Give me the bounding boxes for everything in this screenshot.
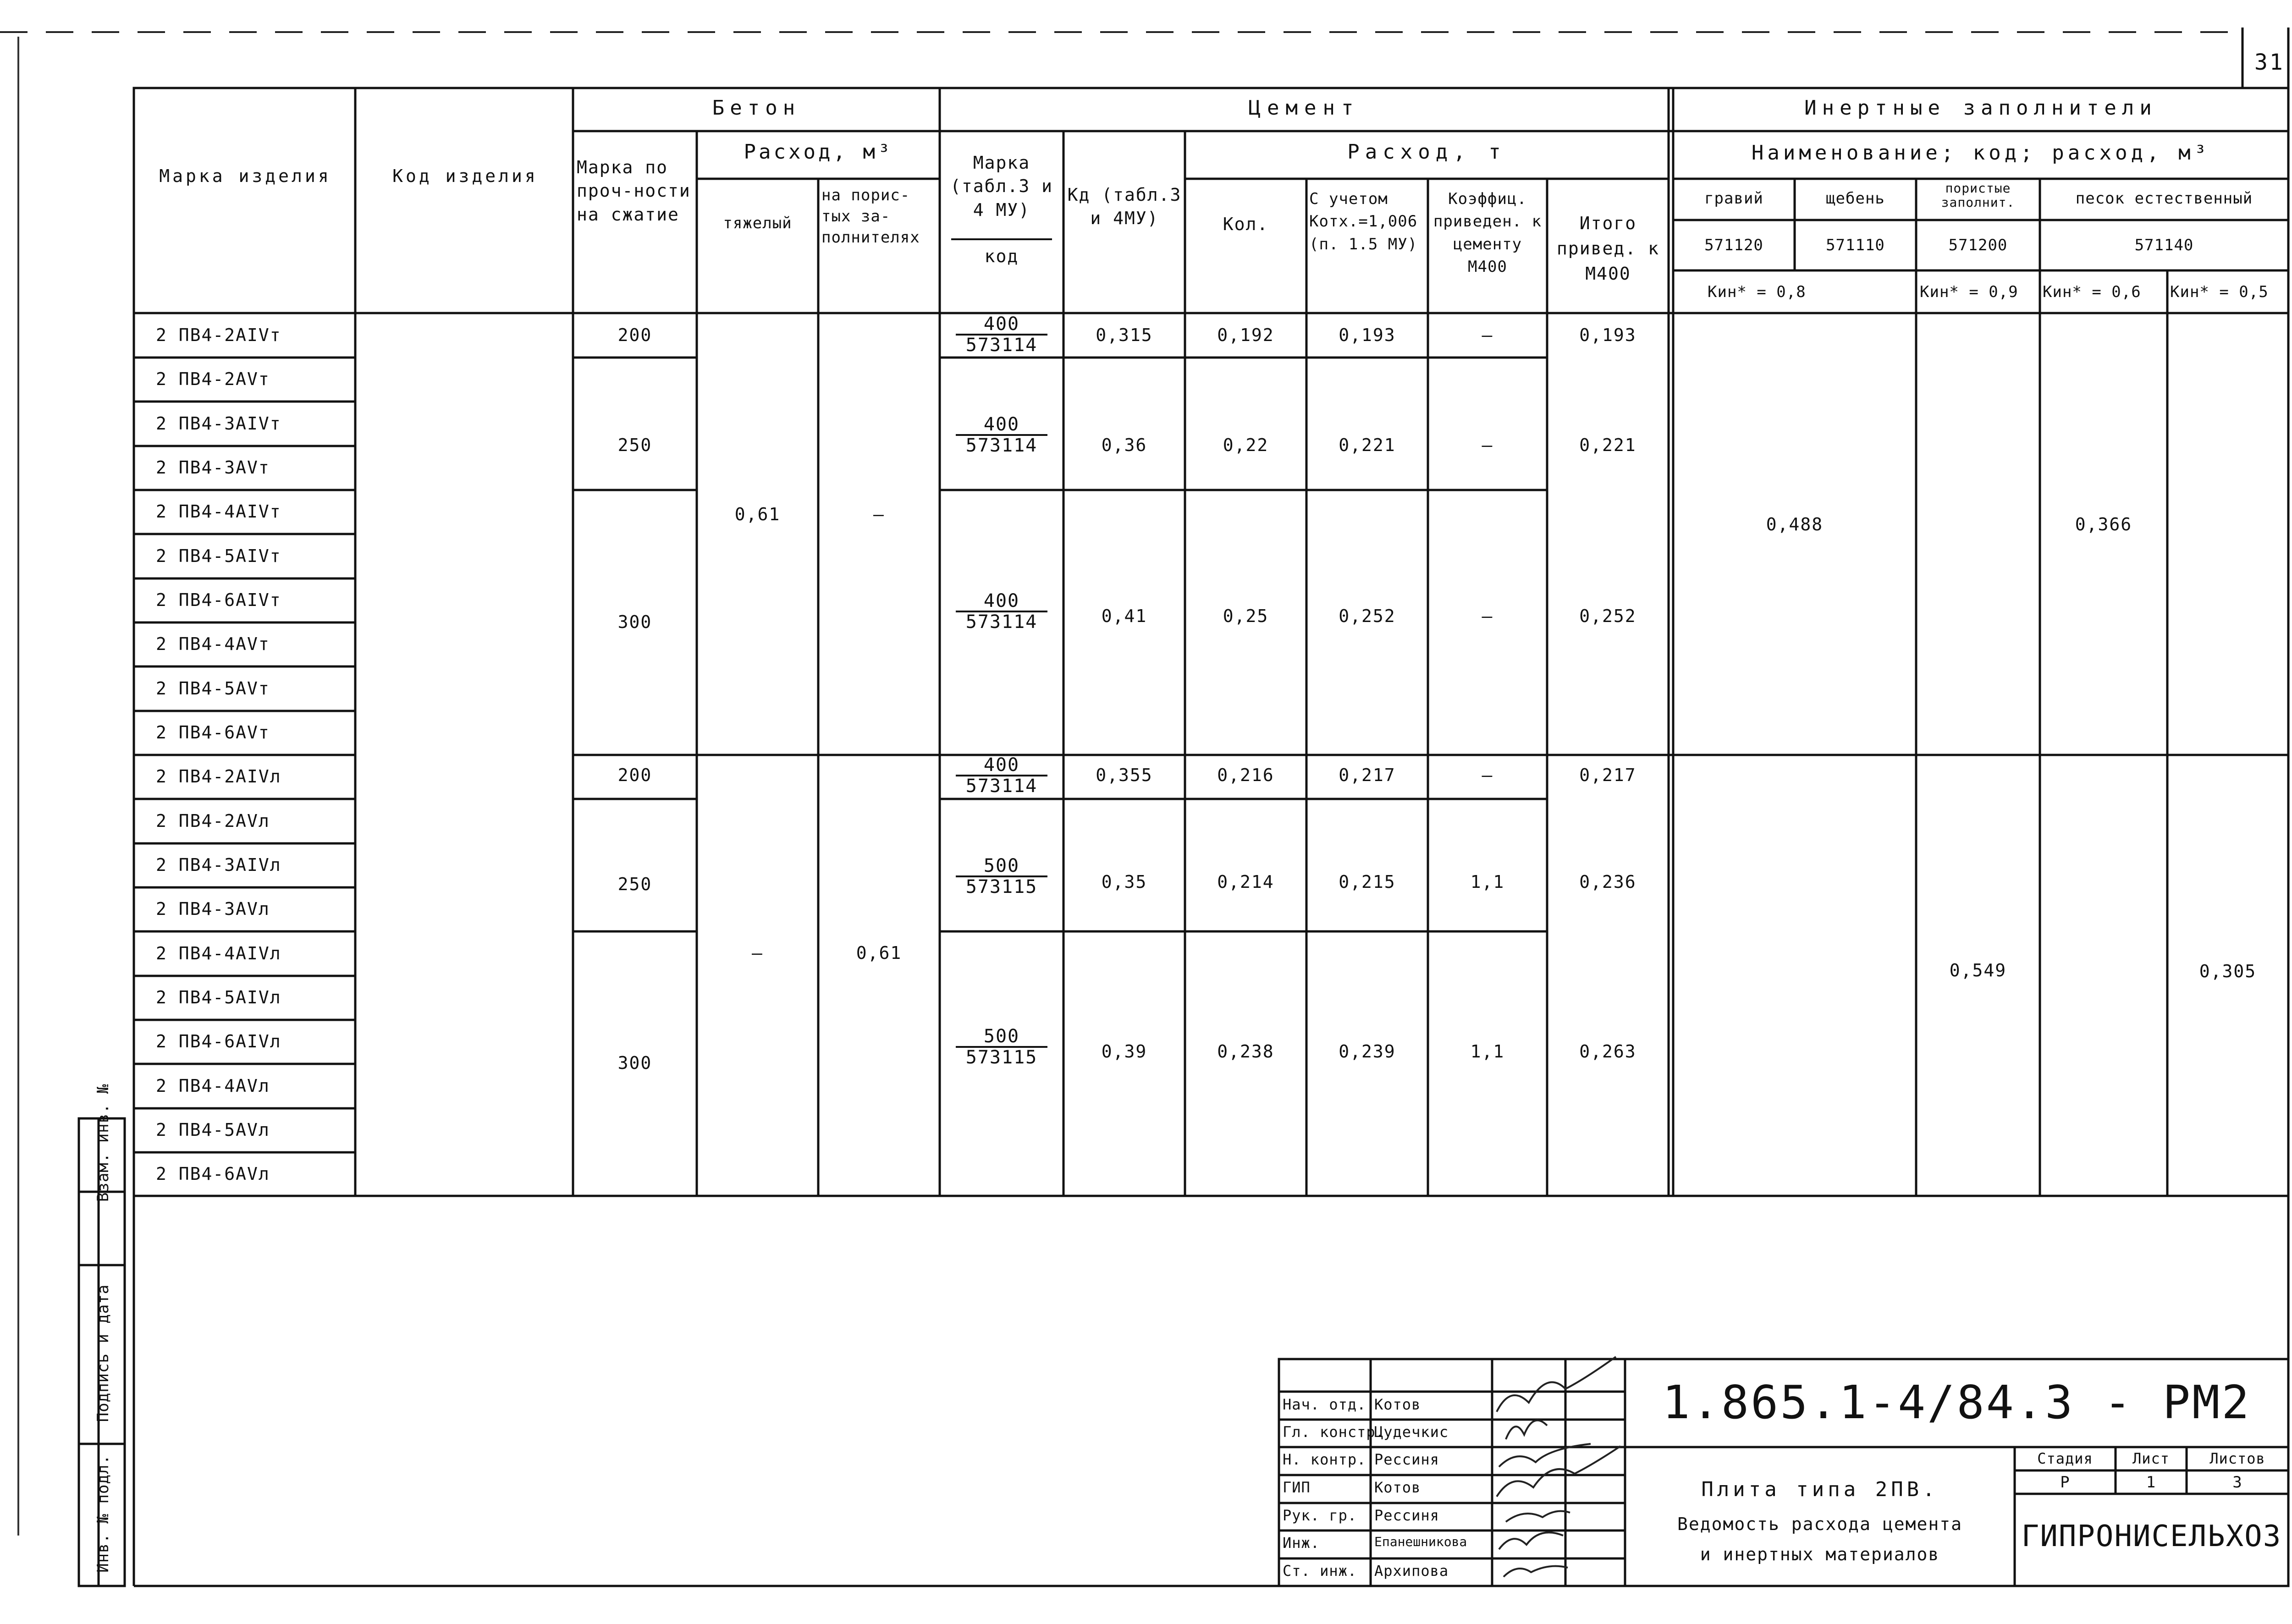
header-kd: Кд (табл.3 и 4МУ) — [1067, 185, 1182, 229]
koeff-value: — — [1482, 606, 1493, 626]
itogo-value: 0,252 — [1579, 606, 1636, 626]
itogo-value: 0,217 — [1579, 765, 1636, 785]
beton-tyazhelyi-value: — — [752, 943, 763, 963]
beton-marka-value: 250 — [617, 874, 652, 894]
cement-marka-fraction: $\frac{500}{573115}$ — [956, 1027, 1047, 1067]
s-uchetom-value: 0,221 — [1339, 435, 1396, 455]
tb-role: Н. контр. — [1283, 1451, 1366, 1468]
s-uchetom-value: 0,252 — [1339, 606, 1396, 626]
sheet-title-line1: Плита типа 2ПВ. — [1701, 1478, 1939, 1501]
itogo-value: 0,193 — [1579, 325, 1636, 345]
tb-role: ГИП — [1283, 1479, 1311, 1496]
k-pesok-2: Кин* = 0,5 — [2170, 283, 2269, 301]
row-marka: 2 ПВ4-4АIVл — [156, 943, 281, 963]
header-shcheben: щебень — [1826, 189, 1885, 208]
kod-pesok: 571140 — [2134, 236, 2194, 254]
header-tyazhelyi: тяжелый — [723, 214, 792, 232]
row-marka: 2 ПВ4-5АIVт — [156, 546, 281, 566]
row-marka: 2 ПВ4-4АVл — [156, 1076, 270, 1096]
tb-name: Архипова — [1374, 1562, 1449, 1580]
gravii-shcheben-value: 0,488 — [1766, 514, 1824, 534]
beton-marka-value: 300 — [617, 1053, 652, 1073]
row-marka: 2 ПВ4-2АIVл — [156, 766, 281, 787]
s-uchetom-value: 0,215 — [1339, 872, 1396, 892]
kd-value: 0,39 — [1101, 1041, 1147, 1062]
cement-marka-fraction: $\frac{400}{573114}$ — [956, 755, 1047, 796]
listov-label: Листов — [2209, 1450, 2265, 1467]
beton-marka-value: 200 — [617, 765, 652, 785]
row-marka: 2 ПВ4-5АVл — [156, 1120, 270, 1140]
k-pesok-1: Кин* = 0,6 — [2043, 283, 2141, 301]
header-koeff: Коэффиц. приведен. к цементу М400 — [1433, 190, 1542, 276]
header-pesok: песок естественный — [2075, 189, 2253, 208]
beton-marka-value: 300 — [617, 612, 652, 632]
kd-value: 0,36 — [1101, 435, 1147, 455]
tb-name: Рессиня — [1374, 1451, 1439, 1468]
margin-inv-podl: Инв. № подл. — [94, 1454, 112, 1573]
tb-role: Нач. отд. — [1283, 1396, 1366, 1413]
tb-name: Котов — [1374, 1479, 1421, 1496]
k-gravii-shcheben: Кин* = 0,8 — [1708, 283, 1806, 301]
s-uchetom-value: 0,239 — [1339, 1041, 1396, 1062]
beton-poristye-value: — — [873, 504, 885, 524]
header-itogo: Итого привед. к М400 — [1557, 213, 1659, 284]
header-gravii: гравий — [1704, 189, 1763, 208]
kod-shcheben: 571110 — [1826, 236, 1885, 254]
row-marka: 2 ПВ4-6АVл — [156, 1164, 270, 1184]
tb-role: Ст. инж. — [1283, 1562, 1357, 1580]
row-marka: 2 ПВ4-4АVт — [156, 634, 270, 654]
row-marka: 2 ПВ4-5АVт — [156, 678, 270, 699]
header-kol: Кол. — [1223, 214, 1269, 234]
cement-marka-fraction: $\frac{400}{573114}$ — [956, 415, 1047, 455]
pesok-value: 0,305 — [2199, 961, 2257, 981]
header-poristye-zap: пористые заполнит. — [1941, 181, 2015, 210]
row-marka: 2 ПВ4-4АIVт — [156, 501, 281, 522]
header-beton-rashod: Расход, м³ — [744, 140, 893, 164]
kod-gravii: 571120 — [1704, 236, 1763, 254]
row-marka: 2 ПВ4-3АIVт — [156, 413, 281, 434]
row-marka: 2 ПВ4-2АVт — [156, 369, 270, 389]
header-naimenovanie: Наименование; код; расход, м³ — [1751, 141, 2210, 165]
sheet-title-line2: Ведомость расхода цемента — [1677, 1514, 1962, 1534]
itogo-value: 0,263 — [1579, 1041, 1636, 1062]
koeff-value: — — [1482, 765, 1493, 785]
organization: ГИПРОНИСЕЛЬХОЗ — [2021, 1519, 2282, 1553]
header-inertnye: Инертные заполнители — [1804, 96, 2157, 120]
cement-marka-fraction: $\frac{400}{573114}$ — [956, 314, 1047, 355]
k-poristye: Кин* = 0,9 — [1920, 283, 2018, 301]
beton-marka-value: 250 — [617, 435, 652, 455]
kd-value: 0,315 — [1096, 325, 1153, 345]
koeff-value: — — [1482, 435, 1493, 455]
koeff-value: 1,1 — [1470, 1041, 1505, 1062]
poristye-value: 0,549 — [1949, 960, 2007, 980]
stadiya-value: Р — [2060, 1473, 2070, 1492]
header-marka-izdeliya: Марка изделия — [159, 166, 331, 186]
sheet-number: 31 — [2254, 50, 2285, 75]
doc-code: 1.865.1-4/84.3 - РМ2 — [1662, 1376, 2251, 1429]
koeff-value: 1,1 — [1470, 872, 1505, 892]
s-uchetom-value: 0,193 — [1339, 325, 1396, 345]
row-marka: 2 ПВ4-2АIVт — [156, 325, 281, 345]
sheet-title-line3: и инертных материалов — [1700, 1544, 1940, 1564]
kol-value: 0,216 — [1217, 765, 1274, 785]
header-cement-kod: код — [984, 246, 1019, 266]
header-poristye: на порис-тых за-полнителях — [821, 186, 920, 247]
list-value: 1 — [2146, 1473, 2156, 1492]
kd-value: 0,41 — [1101, 606, 1147, 626]
tb-role: Инж. — [1283, 1534, 1320, 1552]
beton-poristye-value: 0,61 — [856, 943, 902, 963]
row-marka: 2 ПВ4-6АIVл — [156, 1031, 281, 1051]
header-s-uchetom: С учетом Котх.=1,006 (п. 1.5 МУ) — [1309, 190, 1418, 253]
row-marka: 2 ПВ4-6АIVт — [156, 590, 281, 610]
header-cement: Цемент — [1248, 96, 1360, 120]
row-marka: 2 ПВ4-3АVл — [156, 899, 270, 919]
row-marka: 2 ПВ4-3АVт — [156, 457, 270, 478]
itogo-value: 0,236 — [1579, 872, 1636, 892]
header-cement-marka: Марка (табл.3 и 4 МУ) — [950, 153, 1053, 220]
kol-value: 0,192 — [1217, 325, 1274, 345]
kol-value: 0,238 — [1217, 1041, 1274, 1062]
kod-poristye: 571200 — [1948, 236, 2008, 254]
kol-value: 0,25 — [1223, 606, 1269, 626]
margin-podpis-data: Подпись и дата — [94, 1284, 112, 1422]
tb-name: Рессиня — [1374, 1507, 1439, 1524]
header-beton: Бетон — [712, 96, 801, 120]
beton-tyazhelyi-value: 0,61 — [734, 504, 781, 524]
row-marka: 2 ПВ4-5АIVл — [156, 987, 281, 1007]
s-uchetom-value: 0,217 — [1339, 765, 1396, 785]
list-label: Лист — [2132, 1450, 2170, 1467]
kol-value: 0,214 — [1217, 872, 1274, 892]
tb-name: Котов — [1374, 1396, 1421, 1413]
kd-value: 0,35 — [1101, 872, 1147, 892]
row-marka: 2 ПВ4-6АVт — [156, 722, 270, 743]
tb-name: Цудечкис — [1374, 1423, 1449, 1441]
margin-vzam-inv: Взам. инв. № — [94, 1084, 112, 1202]
row-marka: 2 ПВ4-2АVл — [156, 811, 270, 831]
tb-role: Рук. гр. — [1283, 1507, 1357, 1524]
beton-marka-value: 200 — [617, 325, 652, 345]
row-marka: 2 ПВ4-3АIVл — [156, 855, 281, 875]
listov-value: 3 — [2232, 1473, 2242, 1492]
header-cement-rashod: Расход, т — [1347, 140, 1506, 164]
header-kod-izdeliya: Код изделия — [392, 166, 538, 186]
kol-value: 0,22 — [1223, 435, 1269, 455]
cement-marka-fraction: $\frac{400}{573114}$ — [956, 591, 1047, 632]
itogo-value: 0,221 — [1579, 435, 1636, 455]
tb-name: Епанешникова — [1374, 1534, 1467, 1549]
cement-marka-fraction: $\frac{500}{573115}$ — [956, 856, 1047, 897]
tb-role: Гл. констр. — [1283, 1423, 1385, 1441]
stadiya-label: Стадия — [2037, 1450, 2093, 1467]
kd-value: 0,355 — [1096, 765, 1153, 785]
koeff-value: — — [1482, 325, 1493, 345]
pesok-value: 0,366 — [2075, 514, 2132, 534]
header-beton-marka: Марка по проч-ности на сжатие — [577, 157, 691, 225]
